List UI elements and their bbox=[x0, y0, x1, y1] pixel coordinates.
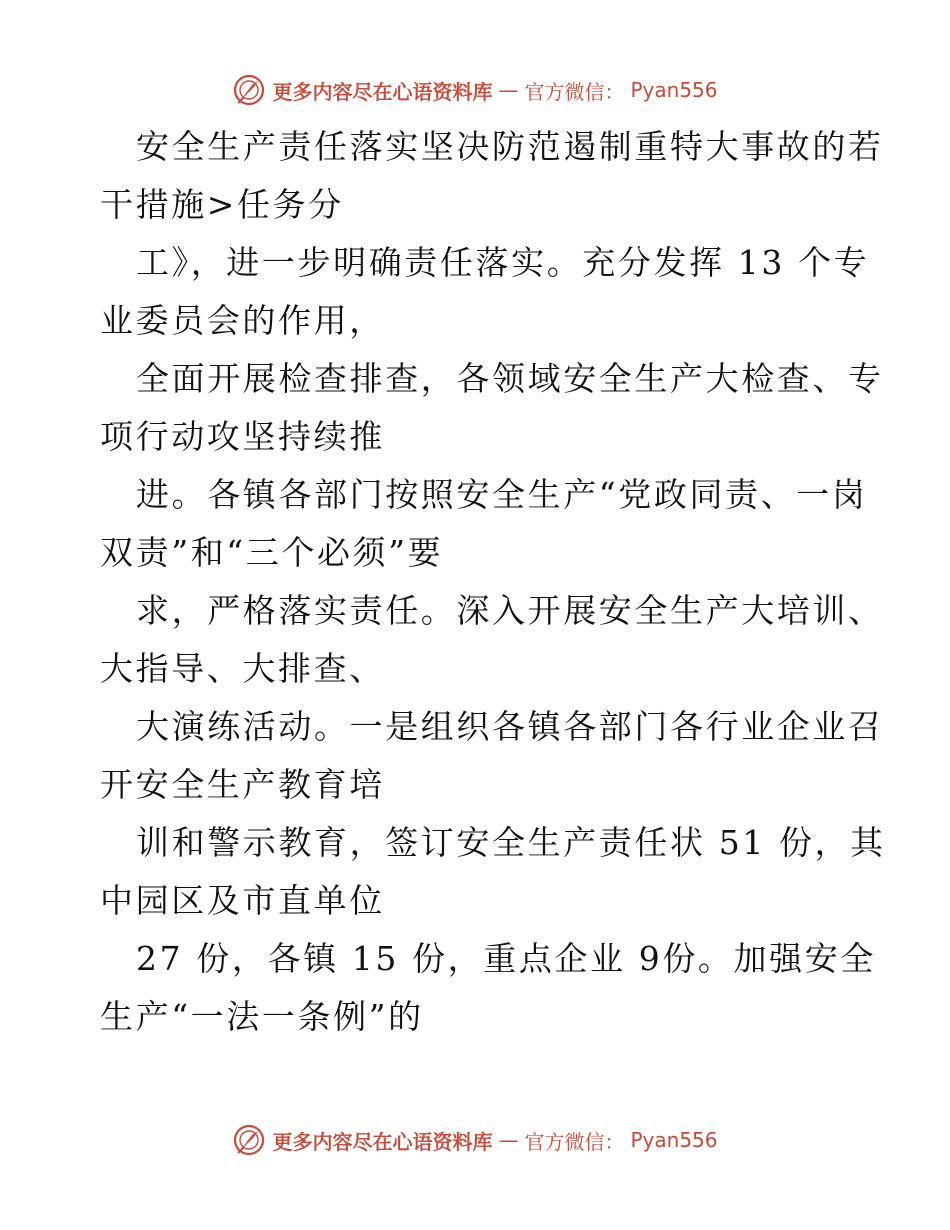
footer-banner-dash: — bbox=[498, 1128, 519, 1152]
paragraph-line: 安全生产责任落实坚决防范遏制重特大事故的若 bbox=[136, 127, 884, 166]
header-banner-main: 更多内容尽在心语资料库 bbox=[272, 79, 493, 104]
paragraph-1 bbox=[100, 118, 884, 234]
footer-banner-side: 官方微信： bbox=[524, 1129, 625, 1154]
pen-nib-logo-icon bbox=[232, 73, 266, 107]
header-watermark bbox=[0, 70, 950, 110]
paragraph-line: 开安全生产教育培 bbox=[100, 765, 385, 804]
paragraph-line: 业委员会的作用， bbox=[100, 301, 385, 340]
paragraph-line: 全面开展检查排查，各领域安全生产大检查、专 bbox=[136, 359, 884, 398]
paragraph-line: 进。各镇各部门按照安全生产“党政同责、一岗 bbox=[136, 475, 868, 514]
paragraph-6 bbox=[100, 698, 884, 814]
paragraph-4 bbox=[100, 466, 868, 582]
paragraph-7 bbox=[100, 814, 886, 930]
paragraph-line: 干措施>任务分 bbox=[100, 185, 344, 224]
body-text bbox=[100, 118, 886, 1046]
paragraph-8 bbox=[100, 930, 876, 1046]
paragraph-line: 大指导、大排查、 bbox=[100, 649, 385, 688]
pen-nib-logo-icon bbox=[232, 1123, 266, 1157]
footer-banner-main: 更多内容尽在心语资料库 bbox=[272, 1129, 493, 1154]
paragraph-line: 双责”和“三个必须”要 bbox=[100, 533, 444, 572]
paragraph-3 bbox=[100, 350, 884, 466]
paragraph-2 bbox=[100, 234, 870, 350]
paragraph-line: 生产“一法一条例”的 bbox=[100, 997, 424, 1036]
paragraph-line: 中园区及市直单位 bbox=[100, 881, 385, 920]
paragraph-5 bbox=[100, 582, 884, 698]
footer-watermark bbox=[0, 1120, 950, 1160]
header-banner-side: 官方微信： bbox=[524, 79, 625, 104]
footer-banner-id: Pyan556 bbox=[630, 1128, 718, 1152]
header-banner-id: Pyan556 bbox=[630, 78, 718, 102]
paragraph-line: 训和警示教育，签订安全生产责任状 51 份，其 bbox=[136, 823, 886, 862]
paragraph-line: 27 份，各镇 15 份，重点企业 9份。加强安全 bbox=[136, 939, 876, 978]
paragraph-line: 大演练活动。一是组织各镇各部门各行业企业召 bbox=[136, 707, 884, 746]
paragraph-line: 求，严格落实责任。深入开展安全生产大培训、 bbox=[136, 591, 884, 630]
header-banner-dash: — bbox=[498, 78, 519, 102]
paragraph-line: 工》，进一步明确责任落实。充分发挥 13 个专 bbox=[136, 243, 870, 282]
paragraph-line: 项行动攻坚持续推 bbox=[100, 417, 385, 456]
